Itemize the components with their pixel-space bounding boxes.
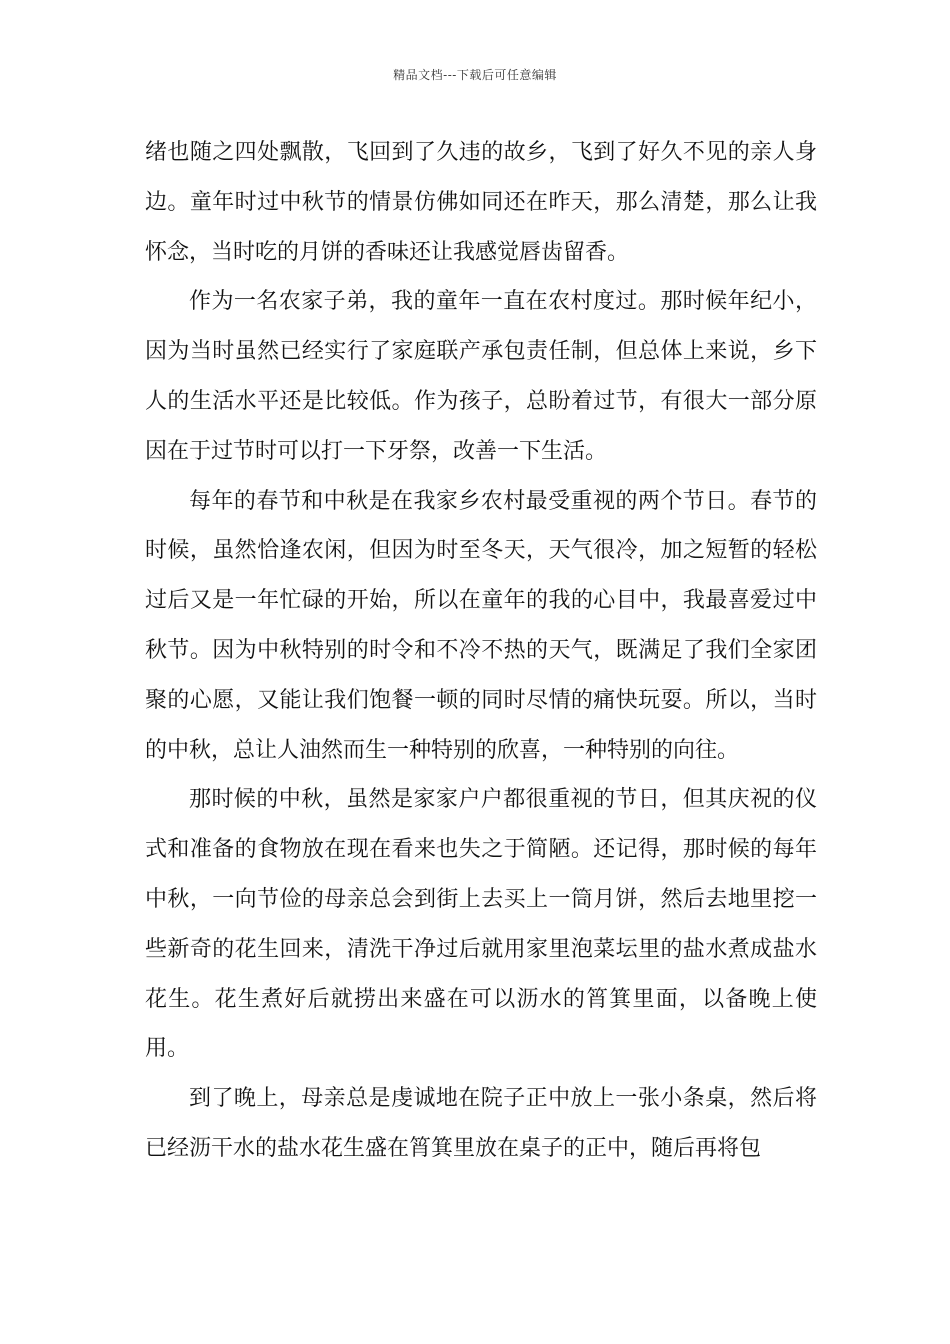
paragraph: 绪也随之四处飘散，飞回到了久违的故乡，飞到了好久不见的亲人身边。童年时过中秋节的情景仿佛如同还在昨天，那么清楚，那么让我怀念，当时吃的月饼的香味还让我感觉唇齿留香。 bbox=[145, 140, 817, 265]
page-header: 精品文档---下载后可任意编辑 bbox=[393, 68, 557, 82]
paragraph: 到了晚上，母亲总是虔诚地在院子正中放上一张小条桌，然后将已经沥干水的盐水花生盛在筲箕里放在桌子的正中，随后再将包 bbox=[145, 1086, 817, 1161]
paragraph: 作为一名农家子弟，我的童年一直在农村度过。那时候年纪小，因为当时虽然已经实行了家庭联产承包责任制，但总体上来说，乡下人的生活水平还是比较低。作为孩子，总盼着过节，有很大一部分原因在于过节时可以打一下牙祭，改善一下生活。 bbox=[145, 289, 817, 464]
paragraph: 每年的春节和中秋是在我家乡农村最受重视的两个节日。春节的时候，虽然恰逢农闲，但因为时至冬天，天气很冷，加之短暂的轻松过后又是一年忙碌的开始，所以在童年的我的心目中，我最喜爱过中秋节。因为中秋特别的时令和不冷不热的天气，既满足了我们全家团聚的心愿，又能让我们饱餐一顿的同时尽情的痛快玩耍。所以，当时的中秋，总让人油然而生一种特别的欣喜，一种特别的向往。 bbox=[145, 488, 817, 763]
document-body bbox=[145, 128, 817, 1174]
paragraph: 那时候的中秋，虽然是家家户户都很重视的节日，但其庆祝的仪式和准备的食物放在现在看来也失之于简陋。还记得，那时候的每年中秋，一向节俭的母亲总会到街上去买上一筒月饼，然后去地里挖一些新奇的花生回来，清洗干净过后就用家里泡菜坛里的盐水煮成盐水花生。花生煮好后就捞出来盛在可以沥水的筲箕里面，以备晚上使用。 bbox=[145, 787, 817, 1062]
